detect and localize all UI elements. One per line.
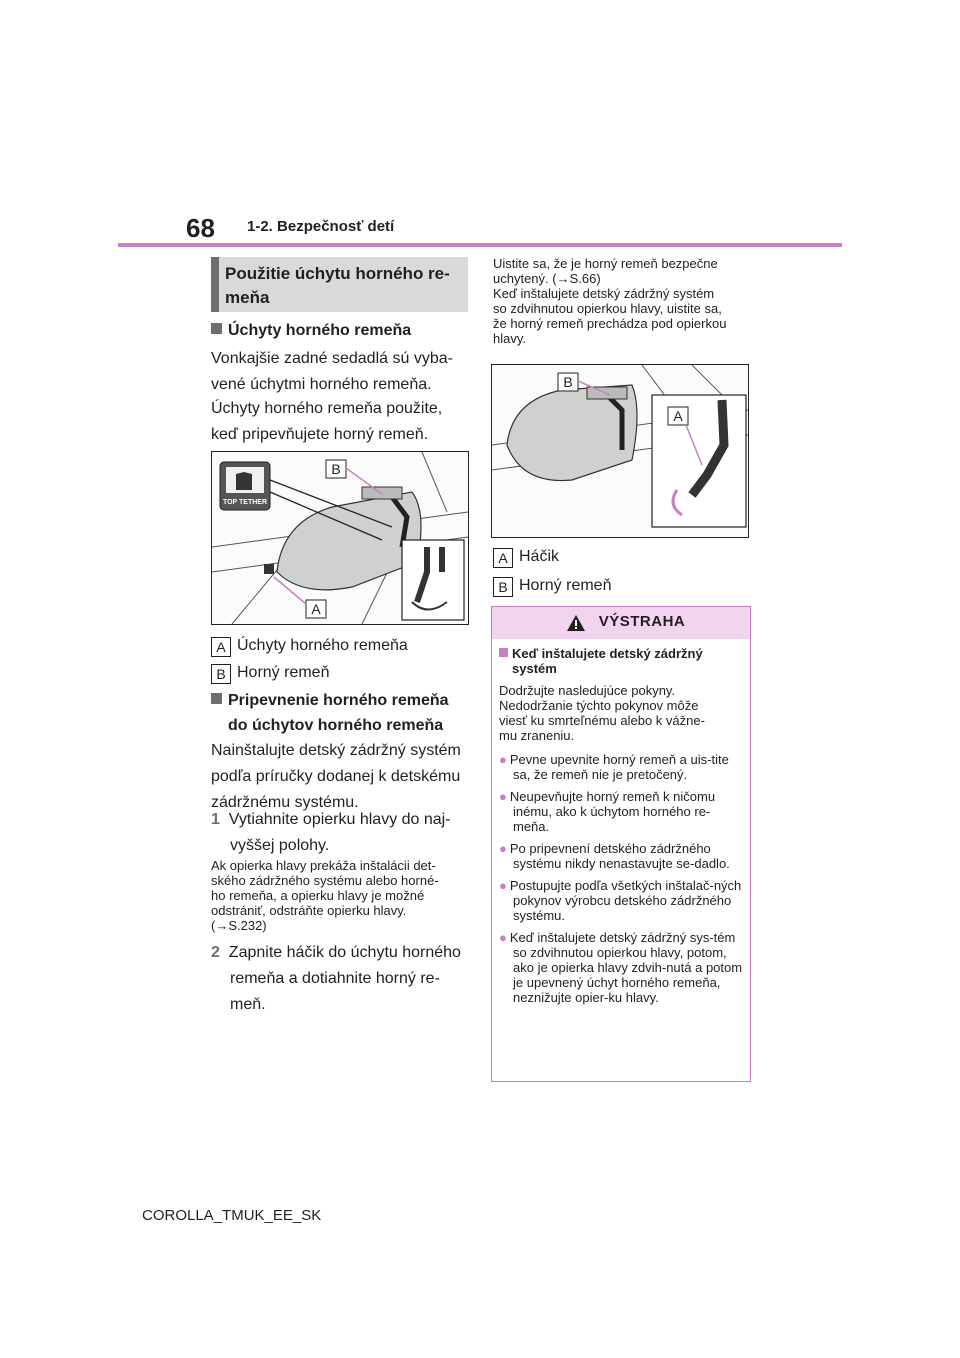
subheading-attach: Pripevnenie horného remeňa do úchytov horného remeňa [211, 688, 471, 738]
legend-b: B Horný remeň [211, 660, 471, 686]
warning-intro: Dodržujte nasledujúce pokyny. Nedodržanie týchto pokynov môže viesť ku smrteľnému alebo k vážne- mu zraneniu. [499, 683, 705, 743]
figure-anchor-locations [211, 451, 469, 625]
callout-a: A [311, 601, 321, 617]
square-bullet-icon [211, 323, 222, 334]
icon-label: TOP TETHER [222, 499, 268, 506]
legend-a-right: A Háčik [493, 544, 559, 570]
seat-illustration-right [492, 365, 748, 537]
legend-a: A Úchyty horného remeňa [211, 633, 471, 659]
bullet-icon: ● [499, 789, 507, 804]
legend-b-right: B Horný remeň [493, 573, 611, 599]
warning-bullet-3: ● Po pripevnení detského zádržného systému nikdy nenastavujte se-dadlo. [499, 841, 730, 871]
header-rule [118, 243, 842, 247]
bullet-icon: ● [499, 841, 507, 856]
warning-subheading: Keď inštalujete detský zádržný systém [499, 646, 745, 676]
top-tether-icon [220, 462, 270, 510]
bullet-icon: ● [499, 878, 507, 893]
section-title: Použitie úchytu horného re- meňa [225, 264, 450, 307]
warning-body [499, 646, 745, 1012]
warning-header [492, 607, 750, 639]
footer-code: COROLLA_TMUK_EE_SK [142, 1207, 322, 1224]
paragraph-secure: Uistite sa, že je horný remeň bezpečne uchytený. (→S.66) Keď inštalujete detský zádržný systém so zdvihnutou opierkou hlavy, uistite sa, že horný remeň prechádza pod opierkou hlavy. [493, 256, 727, 346]
step-2: 2 Zapnite háčik do úchytu horného remeňa a dotiahnite horný re- meň. [211, 944, 461, 1013]
step-1: 1 Vytiahnite opierku hlavy do naj- vyššej polohy. [211, 811, 451, 854]
seat-illustration-left [212, 452, 468, 624]
warning-bullet-5: ● Keď inštalujete detský zádržný sys-tém so zdvihnutou opierkou hlavy, potom, ako je opierka hlavy zdvih-nutá a potom je upevnený úchyt horného remeňa, neznižujte opier-ku hlavy. [499, 930, 743, 1005]
callout-b-right: B [563, 374, 573, 390]
note-headrest: Ak opierka hlavy prekáža inštalácii det- ského zádržného systému alebo horné- ho remeňa, a opierku hlavy je možné odstrániť, odstráňte opierku hlavy. (→S.232) [211, 858, 439, 933]
paragraph-anchors: Vonkajšie zadné sedadlá sú vyba- vené úchytmi horného remeňa. [211, 350, 453, 393]
callout-a-right: A [673, 408, 683, 424]
warning-bullet-1: ● Pevne upevnite horný remeň a uis-tite sa, že remeň nie je pretočený. [499, 752, 729, 782]
warning-title: VÝSTRAHA [598, 613, 686, 630]
warning-box [491, 606, 751, 1082]
square-bullet-icon [499, 648, 508, 657]
warning-bullet-4: ● Postupujte podľa všetkých inštalač-ných pokynov výrobcu detského zádržného systému. [499, 878, 742, 923]
bullet-icon: ● [499, 752, 507, 767]
figure-hook-strap [491, 364, 749, 538]
warning-bullet-2: ● Neupevňujte horný remeň k ničomu inému, ako k úchytom horného re-meňa. [499, 789, 716, 834]
page-number: 68 [186, 213, 215, 243]
section-title-bar [211, 257, 219, 312]
section-heading: 1-2. Bezpečnosť detí [247, 218, 395, 235]
paragraph-use-anchors: Úchyty horného remeňa použite, keď pripevňujete horný remeň. [211, 400, 443, 443]
bullet-icon: ● [499, 930, 507, 945]
subheading-anchors: Úchyty horného remeňa [211, 318, 471, 343]
callout-b: B [331, 461, 341, 477]
square-bullet-icon [211, 693, 222, 704]
paragraph-install: Nainštalujte detský zádržný systém podľa príručky dodanej k detskému zádržnému systému. [211, 742, 461, 811]
